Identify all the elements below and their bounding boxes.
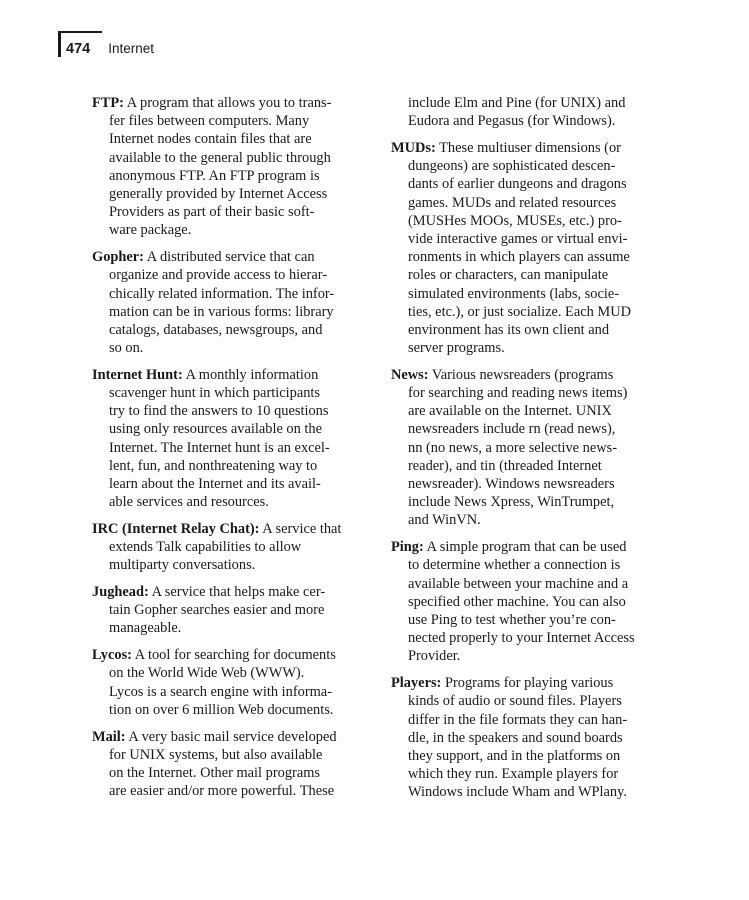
section-title: Internet [108, 41, 154, 56]
glossary-entry-muds [391, 139, 650, 357]
definition-line: specified other machine. You can also [408, 593, 626, 610]
definition-line: dungeons) are sophisticated descen- [408, 158, 616, 175]
glossary-term: Ping: [391, 539, 424, 556]
glossary-entry-players [391, 674, 650, 801]
glossary-term: Lycos: [92, 647, 132, 664]
definition-line: tain Gopher searches easier and more [109, 602, 325, 619]
glossary-entry-mail [92, 728, 352, 801]
definition-line: (MUSHes MOOs, MUSEs, etc.) pro- [408, 212, 622, 229]
definition-line: try to find the answers to 10 questions [109, 403, 329, 420]
glossary-term: Internet Hunt: [92, 366, 183, 383]
definition-line: A service that helps make cer- [151, 584, 326, 601]
definition-line: able services and resources. [109, 494, 269, 511]
definition-line: and WinVN. [408, 512, 481, 529]
page-number: 474 [66, 41, 91, 57]
definition-line: include News Xpress, WinTrumpet, [408, 494, 615, 511]
definition-line: A service that [262, 520, 342, 537]
definition-line: Eudora and Pegasus (for Windows). [408, 113, 616, 130]
definition-line: Various newsreaders (programs [431, 366, 614, 383]
definition-line: Windows include Wham and WPlany. [408, 784, 627, 801]
glossary-entry-internet-hunt [92, 366, 352, 512]
definition-line: to determine whether a connection is [408, 557, 621, 574]
definition-line: Provider. [408, 648, 461, 665]
definition-line: so on. [109, 340, 144, 357]
definition-line: newsreader). Windows newsreaders [408, 476, 615, 493]
definition-line: manageable. [109, 620, 182, 637]
definition-line: ronments in which players can assume [408, 249, 630, 266]
definition-line: Internet. The Internet hunt is an excel- [109, 439, 330, 456]
definition-line: Programs for playing various [444, 675, 614, 692]
definition-line: ties, etc.), or just socialize. Each MUD [408, 303, 631, 320]
glossary-term: MUDs: [391, 139, 436, 156]
definition-line: Providers as part of their basic soft- [109, 204, 315, 221]
glossary-term: Players: [391, 675, 442, 692]
definition-line: are available on the Internet. UNIX [408, 403, 612, 420]
definition-line: nected properly to your Internet Access [408, 630, 635, 647]
glossary-entry-ftp [92, 94, 352, 240]
definition-line: A simple program that can be used [426, 539, 627, 556]
definition-line: mation can be in various forms: library [109, 303, 334, 320]
definition-line: which they run. Example players for [408, 766, 619, 783]
glossary-term: IRC (Internet Relay Chat): [92, 520, 260, 537]
definition-line: environment has its own client and [408, 321, 610, 338]
definition-line: Lycos is a search engine with informa- [109, 683, 332, 700]
definition-line: extends Talk capabilities to allow [109, 539, 302, 556]
header-rule-horizontal [58, 31, 102, 33]
glossary-term: Jughead: [92, 584, 149, 601]
definition-line: available between your machine and a [408, 575, 629, 592]
definition-line: Internet nodes contain files that are [109, 131, 312, 148]
glossary-entry-gopher [92, 248, 352, 357]
glossary-entry-jughead [92, 583, 352, 638]
definition-line: organize and provide access to hierar- [109, 267, 328, 284]
definition-line: roles or characters, can manipulate [408, 267, 609, 284]
definition-line: newsreaders include rn (read news), [408, 421, 616, 438]
definition-line: using only resources available on the [109, 421, 322, 438]
definition-line: ware package. [109, 222, 192, 239]
definition-line: kinds of audio or sound files. Players [408, 693, 622, 710]
definition-line: server programs. [408, 340, 505, 357]
definition-line: fer files between computers. Many [109, 113, 310, 130]
glossary-entry-ping [391, 538, 650, 665]
definition-line: for UNIX systems, but also available [109, 746, 323, 763]
definition-line: A tool for searching for documents [134, 647, 336, 664]
definition-line: generally provided by Internet Access [109, 186, 328, 203]
definition-line: vide interactive games or virtual envi- [408, 230, 628, 247]
definition-line: anonymous FTP. An FTP program is [109, 167, 320, 184]
definition-line: chically related information. The infor- [109, 285, 335, 302]
definition-line: tion on over 6 million Web documents. [109, 701, 334, 718]
definition-line: nn (no news, a more selective news- [408, 439, 617, 456]
definition-line: A distributed service that can [146, 249, 315, 266]
right-column [391, 94, 650, 810]
definition-line: learn about the Internet and its avail- [109, 476, 321, 493]
glossary-term: FTP: [92, 95, 124, 111]
glossary-term: Gopher: [92, 249, 144, 266]
definition-line: for searching and reading news items) [408, 385, 628, 402]
definition-line: dants of earlier dungeons and dragons [408, 176, 627, 193]
definition-line: on the World Wide Web (WWW). [109, 665, 305, 682]
left-column [92, 94, 352, 809]
definition-line: simulated environments (labs, socie- [408, 285, 620, 302]
definition-line: multiparty conversations. [109, 557, 256, 574]
definition-line: use Ping to test whether you’re con- [408, 611, 616, 628]
definition-line: catalogs, databases, newsgroups, and [109, 321, 323, 338]
header-rule-vertical [58, 31, 61, 57]
definition-line: on the Internet. Other mail programs [109, 764, 320, 781]
glossary-term: Mail: [92, 728, 126, 745]
definition-line: reader), and tin (threaded Internet [408, 457, 602, 474]
definition-line: These multiuser dimensions (or [439, 139, 621, 156]
running-header [58, 31, 154, 57]
definition-line: they support, and in the platforms on [408, 747, 621, 764]
definition-line: A monthly information [185, 366, 319, 383]
definition-line: A program that allows you to trans- [126, 95, 332, 111]
definition-line: games. MUDs and related resources [408, 194, 617, 211]
definition-line: scavenger hunt in which participants [109, 385, 320, 402]
definition-line: differ in the file formats they can han- [408, 711, 628, 728]
definition-line: A very basic mail service developed [128, 728, 337, 745]
glossary-entry-irc-internet-relay-chat [92, 520, 352, 575]
glossary-term: News: [391, 366, 429, 383]
continuation-text [391, 94, 650, 130]
definition-line: include Elm and Pine (for UNIX) and [408, 95, 626, 111]
definition-line: dle, in the speakers and sound boards [408, 729, 623, 746]
glossary-entry-lycos [92, 646, 352, 719]
definition-line: available to the general public through [109, 149, 331, 166]
definition-line: are easier and/or more powerful. These [109, 783, 335, 800]
glossary-entry-news [391, 366, 650, 530]
definition-line: lent, fun, and nonthreatening way to [109, 457, 318, 474]
